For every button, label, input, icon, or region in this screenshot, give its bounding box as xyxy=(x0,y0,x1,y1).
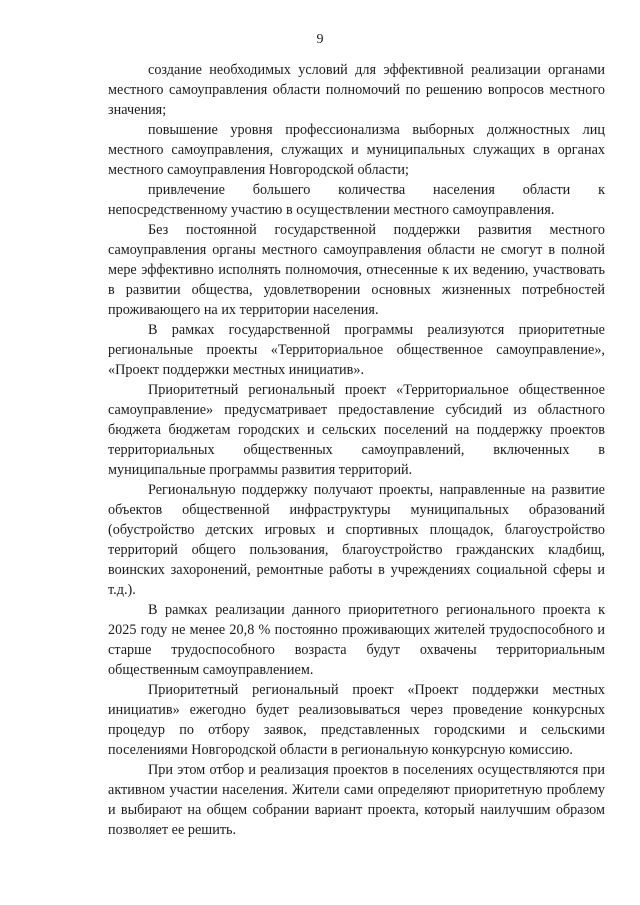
document-body xyxy=(108,60,605,840)
paragraph-2: повышение уровня профессионализма выборных должностных лиц местного самоуправления, служащих и муниципальных служащих в органах местного самоуправления Новгородской области; xyxy=(108,122,605,178)
paragraph-1: создание необходимых условий для эффективной реализации органами местного самоуправления области полномочий по решению вопросов местного значения; xyxy=(108,62,605,118)
paragraph-6: Приоритетный региональный проект «Территориальное общественное самоуправление» предусматривает предоставление субсидий из областного бюджета бюджетам городских и сельских поселений на поддержку проектов территориальных общественных самоуправлений, включенных в муниципальные программы развития территорий. xyxy=(108,382,605,478)
paragraph-5: В рамках государственной программы реализуются приоритетные региональные проекты «Территориальное общественное самоуправление», «Проект поддержки местных инициатив». xyxy=(108,322,605,378)
page-number: 9 xyxy=(316,32,324,47)
paragraph-4: Без постоянной государственной поддержки развития местного самоуправления органы местного самоуправления области не смогут в полной мере эффективно исполнять полномочия, отнесенные к их ведению, участвовать в развитии общества, удовлетворении основных жизненных потребностей проживающего на их территории населения. xyxy=(108,222,605,318)
paragraph-7: Региональную поддержку получают проекты, направленные на развитие объектов общественной инфраструктуры муниципальных образований (обустройство детских игровых и спортивных площадок, благоустройство территорий общего пользования, благоустройство гражданских кладбищ, воинских захоронений, ремонтные работы в учреждениях социальной сферы и т.д.). xyxy=(108,482,605,598)
paragraph-3: привлечение большего количества населения области к непосредственному участию в осуществлении местного самоуправления. xyxy=(108,182,605,218)
paragraph-9: Приоритетный региональный проект «Проект поддержки местных инициатив» ежегодно будет реализовываться через проведение конкурсных процедур по отбору заявок, представленных городскими и сельскими поселениями Новгородской области в региональную конкурсную комиссию. xyxy=(108,682,605,758)
paragraph-8: В рамках реализации данного приоритетного регионального проекта к 2025 году не менее 20,8 % постоянно проживающих жителей трудоспособного и старше трудоспособного возраста будут охвачены территориальным общественным самоуправлением. xyxy=(108,602,605,678)
paragraph-10: При этом отбор и реализация проектов в поселениях осуществляются при активном участии населения. Жители сами определяют приоритетную проблему и выбирают на общем собрании вариант проекта, который наилучшим образом позволяет ее решить. xyxy=(108,762,605,838)
